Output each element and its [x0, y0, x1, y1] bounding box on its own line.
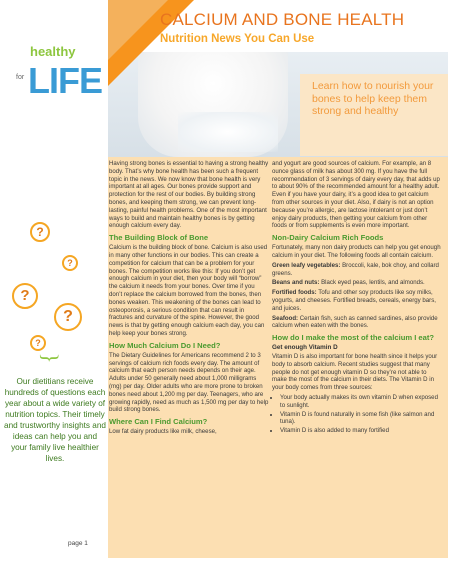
building-block-paragraph: Calcium is the building block of bone. Calcium is also used in many other functions in our bodies. This can create a competition for calcium that can be a problem for your bones. The competition works like this: If you don’t get enough calcium in your diet, then your body will “borrow” the calcium it needs from your bones. Over time if you don’t replace the calcium borrowed from the bones, then bones weaken. This weakening of the bones can lead to osteoporosis, a serious condition that can result in fractures and curvature of the spine. However, the good news is that by getting enough calcium each day, you can help keep your bones strong.	[109, 244, 268, 337]
heading-non-dairy: Non-Dairy Calcium Rich Foods	[272, 233, 384, 243]
logo-life: LIFE	[28, 60, 102, 101]
article-column-2	[272, 160, 442, 436]
logo-for: for	[16, 74, 25, 81]
question-mark-icon: ?	[30, 335, 46, 351]
beans-nuts-item	[272, 279, 442, 287]
leafy-greens-label: Green leafy vegetables:	[272, 261, 341, 269]
curly-brace-icon: }	[38, 352, 63, 364]
heading-how-much: How Much Calcium Do I Need?	[109, 340, 221, 350]
question-mark-icon: ?	[54, 303, 82, 331]
fortified-foods-item	[272, 289, 442, 312]
vitamin-d-paragraph: Vitamin D is also important for bone health since it helps your body to absorb calcium. Recent studies suggest that many people do not get enough vitamin D so they’re not able to make the most of the calcium in their diets. The Vitamin D in your body comes from three sources:	[272, 352, 438, 392]
milk-splash-graphic	[178, 112, 278, 152]
list-item: • Vitamin D is also added to many fortified	[280, 427, 442, 435]
how-much-paragraph: The Dietary Guidelines for Americans recommend 2 to 3 servings of calcium rich foods every day. The amount of calcium that each person needs depends on their age. Adults under 50 generally need about 1,000 milligrams (mg) per day. Older adults who are more prone to broken bones need about 1,200 mg per day. Teenagers, who are growing rapidly, need as much as 1,500 mg per day to help build strong bones.	[109, 351, 269, 414]
heading-make-most: How do I make the most of the calcium I eat?	[272, 333, 435, 343]
logo-healthy: healthy	[30, 44, 76, 59]
page-number: page 1	[68, 540, 88, 547]
intro-paragraph: Having strong bones is essential to having a strong healthy body. That’s why bone health has been such a frequent topic in the news. We now know that bone health is very important at all ages. Our bones provide support and protection for the rest of our bodies. By building strong bones, and keeping them strong, we can prevent long-lasting, painful health problems. One of the most important ways to build and maintain healthy bones is by getting enough calcium every day.	[109, 160, 269, 230]
vitamin-d-sources-list	[280, 394, 442, 435]
heading-vitamin-d: Get enough Vitamin D	[272, 344, 338, 352]
leafy-greens-text: Broccoli, kale, bok choy, and collard greens.	[272, 261, 439, 277]
question-mark-icon: ?	[12, 283, 38, 309]
list-item: • Vitamin D is found naturally in some fish (like salmon and tuna).	[280, 411, 442, 427]
non-dairy-paragraph: Fortunately, many non dairy products can help you get enough calcium in your diet. The following foods all contain calcium.	[272, 244, 441, 259]
where-paragraph: Low fat dairy products like milk, cheese,	[109, 428, 217, 436]
tagline-text: Learn how to nourish your bones to help keep them strong and healthy	[312, 80, 434, 117]
page-title: CALCIUM AND BONE HEALTH	[160, 10, 405, 29]
seafood-item	[272, 315, 442, 331]
heading-where: Where Can I Find Calcium?	[109, 417, 208, 427]
seafood-label: Seafood:	[272, 314, 299, 322]
continued-paragraph: and yogurt are good sources of calcium. For example, an 8 ounce glass of milk has about 300 mg. If you have the full recommendation of 3 servings of dairy every day, that adds up to about 90% of the recommended amount for a healthy adult. Even if you have your dairy, it’s a good idea to get calcium from other sources in your diet. Also, if dairy is not an option because you’re allergic, are lactose intolerant or just don’t enjoy dairy products, then getting your calcium from other foods or from supplements is even more important.	[272, 160, 440, 230]
page-subtitle: Nutrition News You Can Use	[160, 33, 315, 45]
sidebar-text: Our dietitians receive hundreds of questions each year about a wide variety of nutrition topics. Their timely and trustworthy insights and ideas can help you and your family live healthier lives.	[4, 377, 106, 463]
beans-nuts-label: Beans and nuts:	[272, 279, 320, 287]
seafood-text: Certain fish, such as canned sardines, also provide calcium when eaten with the bones.	[272, 314, 438, 330]
fortified-foods-label: Fortified foods:	[272, 289, 317, 297]
heading-building-block: The Building Block of Bone	[109, 233, 209, 243]
fortified-foods-text: Tofu and other soy products like soy milks, yogurts, and cheeses. Fortified breads, cereals, energy bars, and juices.	[272, 289, 436, 312]
list-item: • Your body actually makes its own vitamin D when exposed to sunlight.	[280, 394, 442, 410]
question-mark-icon: ?	[62, 255, 78, 271]
leafy-greens-item	[272, 262, 442, 278]
question-mark-icon: ?	[30, 222, 50, 242]
healthy-for-life-logo	[0, 36, 110, 106]
beans-nuts-text: Black eyed peas, lentils, and almonds.	[319, 279, 425, 287]
article-column-1	[109, 160, 269, 438]
header-triangle-highlight	[108, 0, 168, 60]
